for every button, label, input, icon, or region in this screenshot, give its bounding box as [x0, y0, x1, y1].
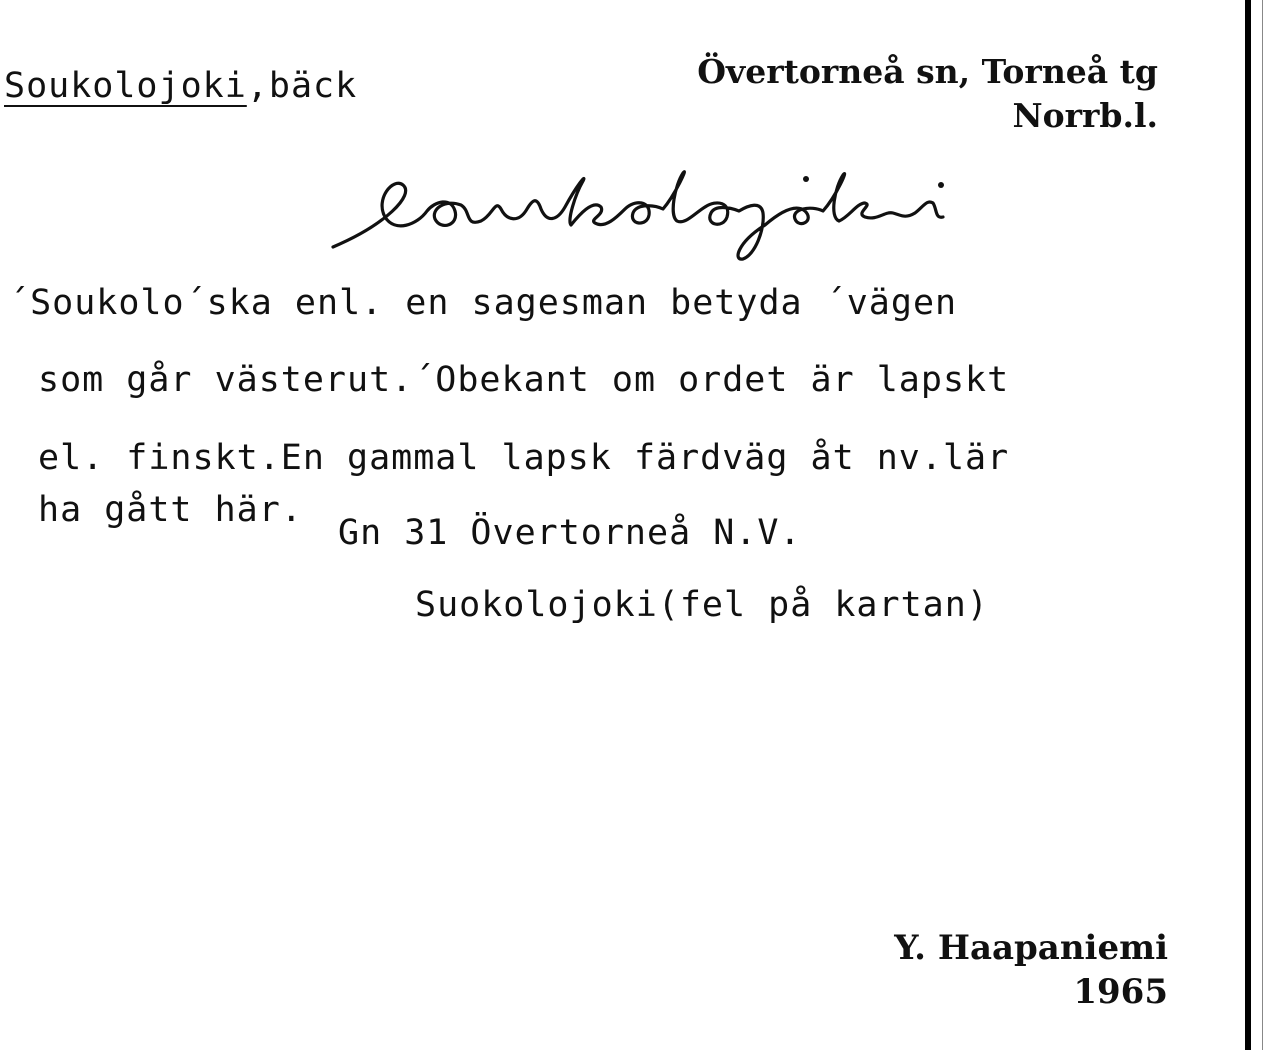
card-edge [1245, 0, 1251, 1050]
body-line-4: ha gått här. [38, 490, 303, 530]
card-edge-thin [1262, 0, 1263, 1050]
body-line-1: ´Soukolo´ska enl. en sagesman betyda ´vägen [8, 283, 958, 323]
handwritten-name [325, 155, 1005, 275]
county: Norrb.l. [1012, 96, 1158, 135]
headword-line [4, 66, 357, 106]
headword: Soukolojoki [4, 66, 247, 106]
headword-suffix: ,bäck [246, 66, 358, 106]
author: Y. Haapaniemi [894, 928, 1168, 968]
body-line-3: el. finskt.En gammal lapsk färdväg åt nv.lär [38, 438, 1010, 478]
year: 1965 [1073, 972, 1168, 1012]
map-note: Suokolojoki(fel på kartan) [415, 585, 989, 625]
parish-district: Övertorneå sn, Torneå tg [697, 52, 1158, 91]
map-reference: Gn 31 Övertorneå N.V. [338, 513, 802, 553]
body-line-2: som går västerut.´Obekant om ordet är lapskt [38, 360, 1010, 400]
